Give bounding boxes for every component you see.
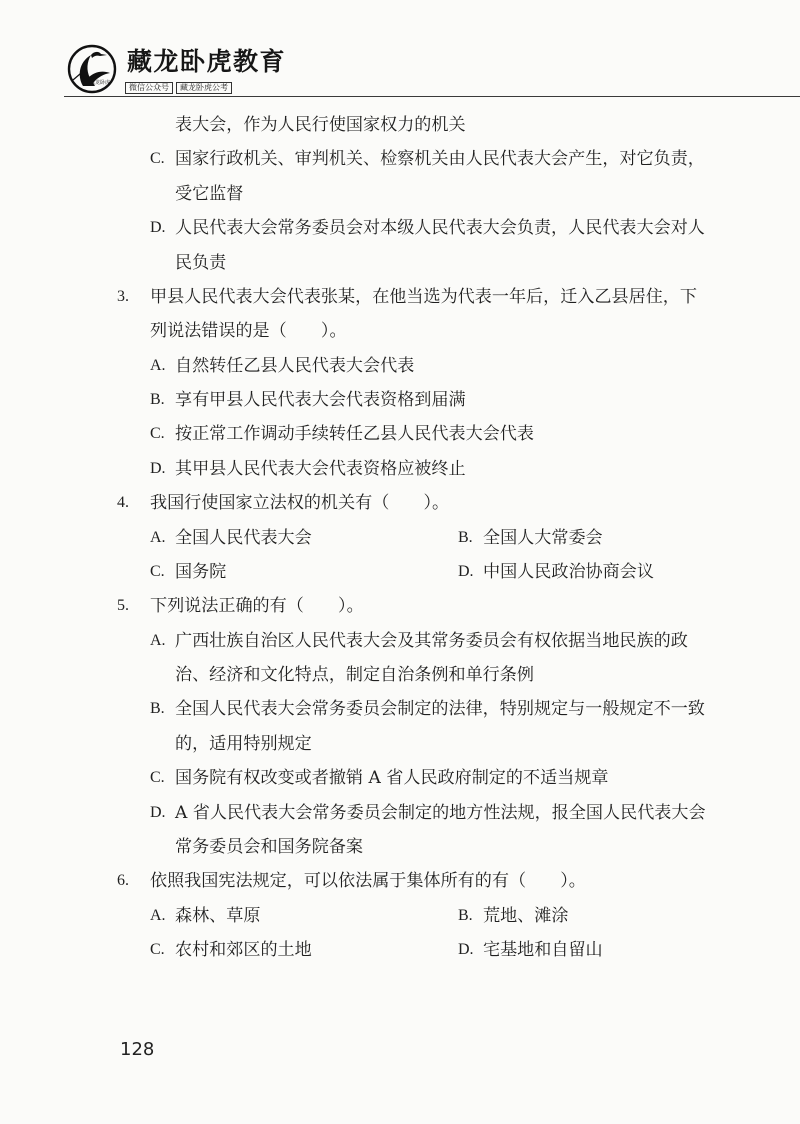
option-line	[0, 521, 800, 555]
option-text: 森林、草原	[175, 905, 261, 926]
option-text: 治、经济和文化特点，制定自治条例和单行条例	[175, 665, 534, 685]
option-line	[0, 349, 800, 383]
question-line	[0, 589, 800, 623]
option-text: 中国人民政治协商会议	[483, 561, 654, 582]
option-text: 享有甲县人民代表大会代表资格到届满	[175, 390, 466, 410]
option-letter: A.	[150, 906, 166, 924]
option-line	[0, 796, 800, 830]
option-line	[0, 933, 800, 967]
question-stem: 我国行使国家立法权的机关有（ ）。	[150, 493, 450, 514]
option-letter: D.	[150, 803, 166, 821]
option-letter: B.	[458, 528, 473, 546]
option-letter: C.	[150, 150, 165, 168]
option-letter: C.	[150, 425, 165, 443]
question-stem: 下列说法正确的有（ ）。	[150, 596, 364, 617]
brand-title: 藏龙卧虎教育	[127, 47, 287, 76]
option-letter: A.	[150, 356, 166, 374]
subtitle-wechat-label: 微信公众号	[125, 82, 173, 94]
option-letter: B.	[150, 391, 165, 408]
question-stem: 列说法错误的是（ ）。	[150, 321, 347, 342]
question-number: 4.	[117, 494, 129, 512]
question-number: 6.	[117, 872, 129, 890]
option-line	[0, 555, 800, 589]
option-line	[0, 830, 800, 864]
option-text: 国家行政机关、审判机关、检察机关由人民代表大会产生，对它负责，	[175, 149, 705, 170]
subtitle-account-name: 藏龙卧虎公考	[176, 82, 232, 94]
option-letter: A.	[150, 631, 166, 649]
crane-logo-icon	[64, 42, 120, 98]
option-text: 民负责	[175, 252, 227, 273]
option-line	[0, 452, 800, 486]
option-line	[0, 624, 800, 658]
option-line	[0, 211, 800, 245]
brand-subtitle	[125, 82, 232, 94]
question-line	[0, 486, 800, 520]
option-letter: B.	[458, 906, 473, 924]
option-letter: B.	[150, 700, 165, 718]
option-line	[0, 761, 800, 795]
option-text: 人民代表大会常务委员会对本级人民代表大会负责，人民代表大会对人	[175, 218, 705, 239]
option-text: 常务委员会和国务院备案	[175, 836, 364, 857]
option-text: 的，适用特别规定	[175, 733, 312, 754]
option-text: 宅基地和自留山	[483, 940, 603, 960]
option-line	[0, 417, 800, 451]
option-text: 国务院有权改变或者撤销 A 省人民政府制定的不适当规章	[175, 768, 609, 789]
option-text: 广西壮族自治区人民代表大会及其常务委员会有权依据当地民族的政	[175, 630, 688, 651]
question-stem: 依照我国宪法规定，可以依法属于集体所有的有（ ）。	[150, 871, 586, 892]
option-letter: D.	[150, 459, 166, 477]
option-line	[0, 177, 800, 211]
option-text: 受它监督	[175, 183, 244, 204]
option-letter: C.	[150, 769, 165, 787]
page-number: 128	[120, 1039, 155, 1060]
header-divider	[64, 96, 800, 97]
option-text: 自然转任乙县人民代表大会代表	[175, 355, 415, 376]
option-letter: C.	[150, 941, 165, 958]
question-number: 3.	[117, 287, 129, 305]
option-letter: C.	[150, 562, 165, 580]
option-text: 农村和郊区的土地	[175, 940, 312, 960]
option-letter: D.	[150, 219, 166, 237]
option-text: 按正常工作调动手续转任乙县人民代表大会代表	[175, 424, 534, 445]
option-text: 国务院	[175, 561, 227, 582]
option-line	[0, 692, 800, 726]
option-text: 全国人民代表大会常务委员会制定的法律，特别规定与一般规定不一致	[175, 699, 705, 720]
option-text: 全国人大常委会	[483, 527, 603, 548]
option-letter: D.	[458, 941, 474, 958]
option-text: 其甲县人民代表大会代表资格应被终止	[175, 458, 466, 479]
logo-lettering: 藏龙卧虎	[89, 80, 111, 86]
continuation-line	[0, 108, 800, 142]
option-line	[0, 383, 800, 417]
question-line	[0, 280, 800, 314]
option-letter: A.	[150, 528, 166, 546]
question-line	[0, 314, 800, 348]
option-line	[0, 727, 800, 761]
option-line	[0, 142, 800, 176]
question-line	[0, 864, 800, 898]
option-text: 全国人民代表大会	[175, 527, 312, 548]
option-text: A 省人民代表大会常务委员会制定的地方性法规，报全国人民代表大会	[175, 802, 706, 823]
question-stem: 甲县人民代表大会代表张某，在他当选为代表一年后，迁入乙县居住，下	[150, 286, 697, 307]
question-number: 5.	[117, 597, 129, 615]
option-line	[0, 246, 800, 280]
option-text: 荒地、滩涂	[483, 905, 569, 926]
option-line	[0, 658, 800, 692]
option-letter: D.	[458, 562, 474, 580]
option-line	[0, 899, 800, 933]
option-text: 表大会，作为人民行使国家权力的机关	[175, 115, 466, 135]
